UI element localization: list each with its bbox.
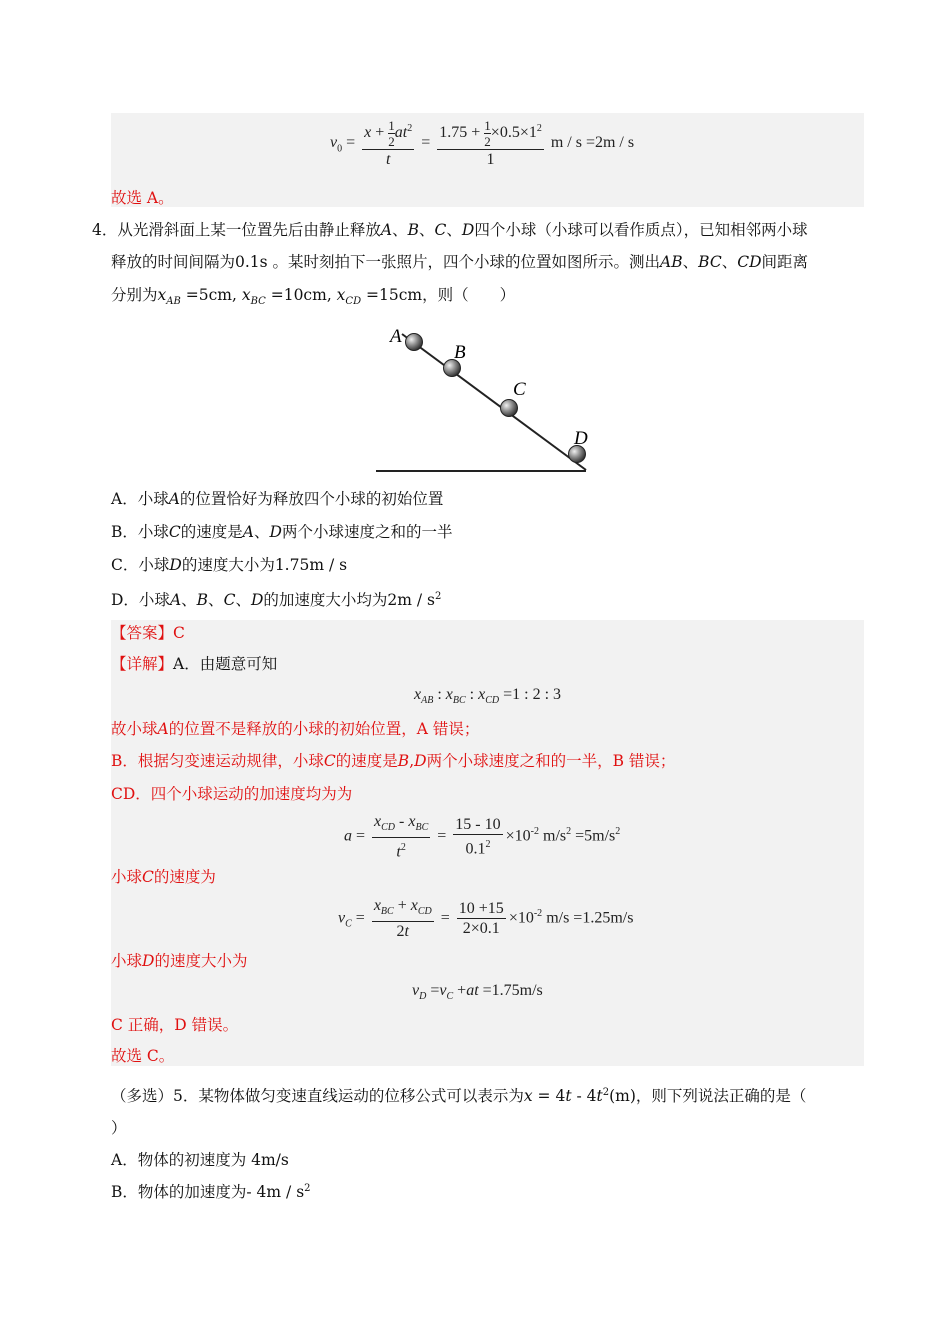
- label-b: B: [454, 342, 466, 363]
- v0-equation: $v_0$ = x + $\frac{1}{2}$ $at^2$ t = 1.75 + $\frac{1}{2}$ $\times 0.5\times 1^2$ 1 m / s =2m / s: [330, 118, 635, 168]
- answer4-vd-head: 小球D的速度大小为: [111, 952, 248, 970]
- q4-option-b[interactable]: B．小球C的速度是A、D两个小球速度之和的一半: [111, 523, 453, 541]
- answer4-conclusion: 故选 C。: [111, 1047, 175, 1065]
- q4-option-d[interactable]: D．小球A、B、C、D的加速度大小均为$2m / s^2$: [111, 590, 442, 609]
- q5-line-2: ）: [111, 1119, 127, 1137]
- answer4-detail-head: 【详解】A．由题意可知: [111, 655, 278, 673]
- ball-a: [406, 334, 423, 351]
- q4-option-a[interactable]: A．小球A的位置恰好为释放四个小球的初始位置: [111, 490, 444, 508]
- q5-line-1: （多选）5．某物体做匀变速直线运动的位移公式可以表示为$x = 4t - 4t^2(m)$，则下列说法正确的是（: [111, 1087, 807, 1106]
- answer4-vc-head: 小球C的速度为: [111, 868, 216, 886]
- prev-conclusion: 故选 A。: [111, 189, 174, 207]
- q4-line-3: 分别为$x_{AB} =5cm$, $x_{BC} =10cm$, $x_{CD} =15cm$，则（ ）: [111, 286, 516, 308]
- q4-option-c[interactable]: C．小球D的速度大小为1.75m / s: [111, 556, 348, 574]
- answer4-c-right: C 正确，D 错误。: [111, 1016, 239, 1034]
- ratio-equation: $x_{AB}$ : $x_{BC}$ : $x_{CD} =1$ : 2 : 3: [414, 686, 562, 707]
- label-a: A: [390, 326, 402, 347]
- answer4-b-wrong: B．根据匀变速运动规律，小球C的速度是B,D两个小球速度之和的一半，B 错误；: [111, 752, 676, 770]
- incline-figure: [370, 320, 600, 480]
- ball-c: [501, 400, 518, 417]
- answer4-answer: 【答案】C: [111, 624, 185, 642]
- vd-equation: $v_D =v_C +at =1.75m/s$: [412, 982, 543, 1003]
- label-c: C: [513, 379, 526, 400]
- incline-surface: [402, 334, 586, 470]
- q5-option-b[interactable]: B．物体的加速度为- $4m / s^2$: [111, 1182, 311, 1201]
- vc-equation: $v_C$ = $\frac{x_{BC} + x_{CD}}{2t}$ = $\frac{10 +15}{2\times 0.1}$ $\times 10^{-2}$ m/s =1.25m/s: [338, 897, 634, 941]
- q4-line-2: 释放的时间间隔为0.1s 。某时刻拍下一张照片，四个小球的位置如图所示。测出AB、BC、CD间距离: [111, 253, 809, 271]
- acceleration-equation: a = $\frac{x_{CD} - x_{BC}}{t^2}$ = $\frac{15 - 10}{0.1^2}$ $\times 10^{-2}$ $m/s^2 =5m/s^2$: [344, 813, 621, 861]
- q5-option-a[interactable]: A．物体的初速度为 4m/s: [111, 1151, 289, 1169]
- answer4-a-wrong: 故小球A的位置不是释放的小球的初始位置，A 错误；: [111, 720, 480, 738]
- label-d: D: [574, 428, 588, 449]
- q4-line-1: 4．从光滑斜面上某一位置先后由静止释放A、B、C、D四个小球（小球可以看作质点），已知相邻两小球: [92, 221, 808, 239]
- answer4-cd-head: CD．四个小球运动的加速度均为为: [111, 785, 353, 803]
